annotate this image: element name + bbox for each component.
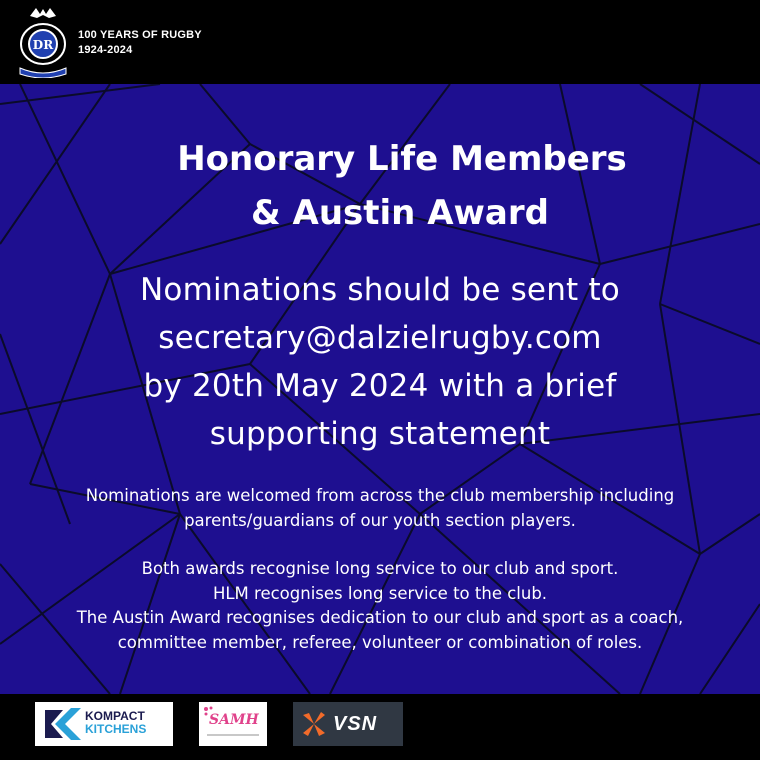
paragraph-2-line-4: committee member, referee, volunteer or combination of roles.: [117, 632, 643, 652]
page-title: [0, 132, 760, 240]
sponsor-vsn: [293, 702, 403, 746]
nominations-line-1: Nominations should be sent to: [140, 272, 620, 308]
paragraph-2-line-2: HLM recognises long service to the club.: [212, 583, 548, 603]
sponsor-samh: [199, 702, 267, 746]
nominations-email: secretary@dalzielrugby.com: [158, 320, 602, 356]
title-line-1: Honorary Life Members: [177, 139, 627, 179]
nominations-instructions: [0, 266, 760, 458]
samh-wordmark: SAMH: [209, 712, 259, 728]
samh-tagline-bar: [207, 734, 259, 736]
kompact-logo-icon: [41, 702, 85, 746]
paragraph-1-line-1: Nominations are welcomed from across the club membership including: [85, 486, 675, 505]
header-line-1: 100 YEARS OF RUGBY: [78, 29, 202, 41]
kompact-wordmark: [85, 710, 146, 736]
header-bar: [0, 0, 760, 84]
paragraph-2-line-3: The Austin Award recognises dedication to our club and sport as a coach,: [76, 608, 684, 627]
sponsor-kompact-kitchens: [35, 702, 173, 746]
club-crest-icon: [16, 6, 70, 78]
header-title: [78, 28, 202, 58]
vsn-wordmark: VSN: [333, 713, 378, 735]
header-line-2: 1924-2024: [78, 44, 133, 56]
paragraph-2-line-1: Both awards recognise long service to our club and sport.: [141, 559, 619, 578]
details-text: [0, 484, 760, 655]
kompact-line-2: KITCHENS: [85, 722, 147, 736]
announcement-panel: [0, 84, 760, 694]
vsn-logo-icon: [299, 709, 329, 739]
svg-text:DR: DR: [32, 38, 54, 52]
sponsor-bar: [0, 694, 760, 760]
paragraph-gap: [0, 533, 760, 557]
nominations-line-3: by 20th May 2024 with a brief: [143, 368, 617, 404]
nominations-line-4: supporting statement: [209, 416, 551, 452]
title-line-2: & Austin Award: [251, 193, 549, 233]
kompact-line-1: KOMPACT: [85, 709, 145, 723]
paragraph-1-line-2: parents/guardians of our youth section players.: [184, 510, 576, 530]
